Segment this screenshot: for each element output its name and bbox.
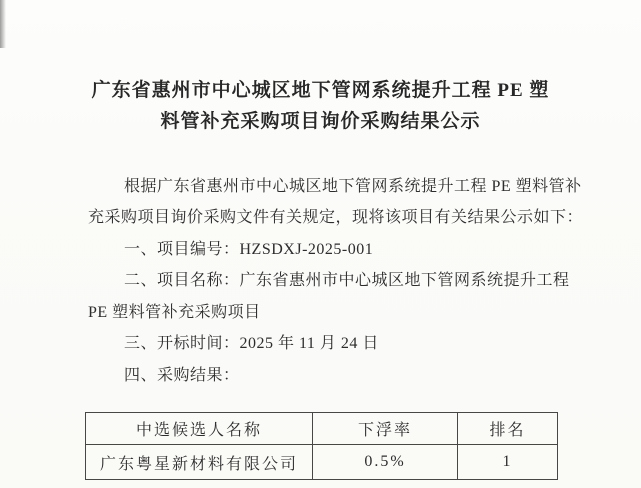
results-table <box>85 412 558 480</box>
body-line-intro-2: 充采购项目询价采购文件有关规定，现将该项目有关结果公示如下： <box>88 209 584 226</box>
cell-discount-rate: 0.5% <box>313 445 458 480</box>
cell-winner-name: 广东粤星新材料有限公司 <box>86 445 313 480</box>
body-line-procurement-result-label: 四、采购结果： <box>124 366 240 384</box>
cell-rank: 1 <box>458 445 558 480</box>
document-title-line-2: 料管补充采购项目询价采购结果公示 <box>160 110 481 132</box>
body-line-bid-opening-time: 三、开标时间：2025 年 11 月 24 日 <box>124 335 379 352</box>
body-line-project-number: 一、项目编号：HZSDXJ-2025-001 <box>124 240 374 258</box>
document-body <box>88 171 584 392</box>
body-line-project-name-2: PE 塑料管补充采购项目 <box>88 303 261 321</box>
document-title-line-1: 广东省惠州市中心城区地下管网系统提升工程 PE 塑 <box>91 80 550 101</box>
results-table-row <box>86 445 558 480</box>
header-winner-name: 中选候选人名称 <box>86 413 313 445</box>
results-table-header-row <box>86 413 558 445</box>
header-discount-rate: 下浮率 <box>313 413 458 445</box>
header-rank: 排名 <box>458 413 558 445</box>
document-title <box>40 76 601 137</box>
body-line-project-name-1: 二、项目名称：广东省惠州市中心城区地下管网系统提升工程 <box>124 272 570 289</box>
scan-edge-artifact-bottom <box>0 0 6 48</box>
body-line-intro-1: 根据广东省惠州市中心城区地下管网系统提升工程 PE 塑料管补 <box>124 177 582 195</box>
